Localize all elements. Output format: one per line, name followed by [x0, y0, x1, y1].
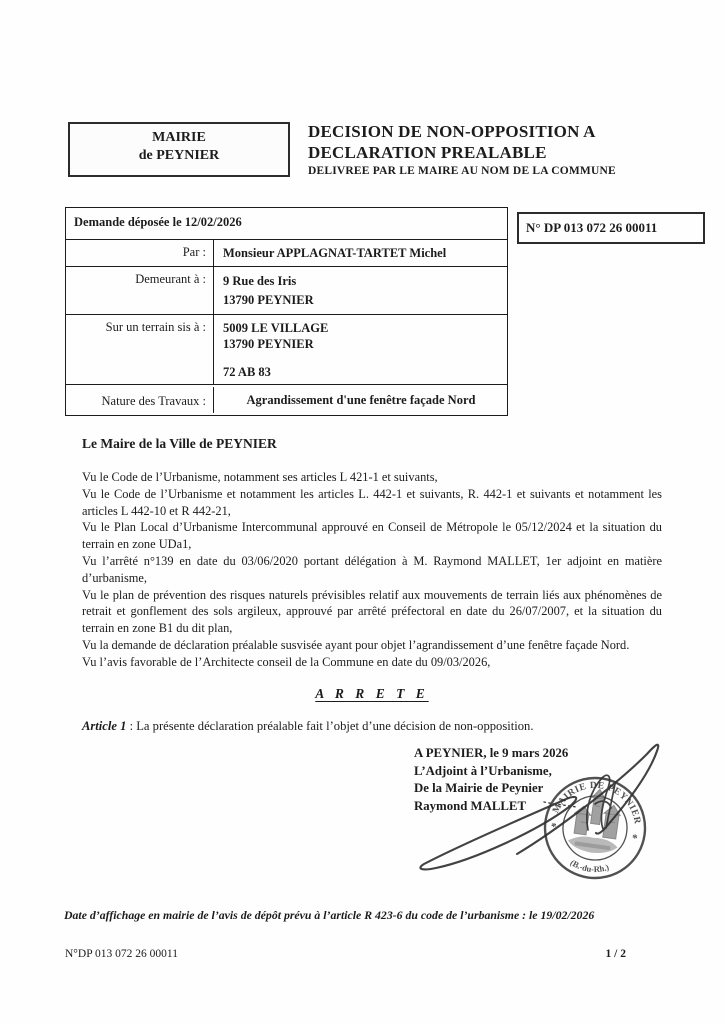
decision-body	[82, 436, 662, 746]
recital-4: Vu l’arrêté n°139 en date du 03/06/2020 portant délégation à M. Raymond MALLET, 1er adjoint en matière d’urbanisme,	[82, 553, 662, 585]
arrete-text: A R R E T E	[315, 685, 429, 701]
terrain-parcel: 72 AB 83	[223, 364, 271, 379]
document-title-line2: DECLARATION PREALABLE	[308, 143, 547, 162]
permit-number: N° DP 013 072 26 00011	[526, 220, 658, 235]
recital-7: Vu l’avis favorable de l’Architecte conseil de la Commune en date du 09/03/2026,	[82, 654, 491, 669]
maire-heading: Le Maire de la Ville de PEYNIER	[82, 436, 277, 451]
mairie-box-line2: de PEYNIER	[138, 148, 220, 163]
residence-value	[214, 267, 507, 314]
recital-6: Vu la demande de déclaration préalable susvisée ayant pour objet l’agrandissement d’une fenêtre façade Nord.	[82, 637, 630, 652]
footer-reference: N°DP 013 072 26 00011	[65, 948, 179, 960]
recital-3: Vu le Plan Local d’Urbanisme Intercommunal approuvé en Conseil de Métropole le 05/12/2024 et la situation du terrain en zone UDa1,	[82, 520, 662, 552]
stamp-top-text: MAIRIE DE PEYNIER	[551, 780, 642, 826]
recitals	[82, 469, 662, 671]
stamp-bottom-text: (B.-du-Rh.)	[568, 857, 611, 875]
signature-place-date: A PEYNIER, le 9 mars 2026	[414, 746, 569, 760]
residence-label: Demeurant à :	[66, 267, 214, 314]
stamp-left-star-icon: *	[549, 820, 558, 834]
handwritten-signature-icon	[420, 745, 658, 870]
recital-5: Vu le plan de prévention des risques naturels prévisibles relatif aux mouvements de terrain liés aux phénomènes de retrait et gonflement des sols argileux, approuvé par arrêté préfectoral en date du 26/07/2007, et la situation du terrain en zone B1 du dit plan,	[82, 587, 662, 636]
article-1-text: La présente déclaration préalable fait l’objet d’une décision de non-opposition.	[136, 718, 534, 733]
works-description: Agrandissement d'une fenêtre façade Nord	[246, 393, 476, 407]
table-row-works	[66, 384, 507, 415]
mairie-box-line1: MAIRIE	[152, 130, 206, 145]
recital-2: Vu le Code de l’Urbanisme et notamment les articles L. 442-1 et suivants, R. 442-1 et suivants et notamment les articles L 442-10 et R 442-21,	[82, 486, 662, 518]
table-row-applicant	[66, 239, 507, 266]
arrete-heading	[82, 686, 662, 702]
article-1-label: Article 1	[82, 718, 127, 733]
residence-city: 13790 PEYNIER	[223, 292, 314, 307]
table-row-deposit	[66, 208, 507, 239]
signature-title: L’Adjoint à l’Urbanisme,	[414, 763, 552, 778]
stamp-right-star-icon: *	[631, 832, 639, 845]
applicant-name: Monsieur APPLAGNAT-TARTET Michel	[223, 246, 447, 260]
application-table	[65, 207, 508, 416]
document-title-line1: DECISION DE NON-OPPOSITION A	[308, 122, 596, 141]
table-row-residence	[66, 266, 507, 314]
title-block	[308, 121, 720, 177]
document-subtitle: DELIVREE PAR LE MAIRE AU NOM DE LA COMMUNE	[308, 165, 616, 177]
works-label: Nature des Travaux :	[66, 387, 214, 413]
article-1-separator: :	[126, 718, 137, 733]
terrain-city: 13790 PEYNIER	[223, 337, 314, 351]
table-row-terrain	[66, 314, 507, 385]
signature-org: De la Mairie de Peynier	[414, 781, 544, 795]
residence-street: 9 Rue des Iris	[223, 273, 297, 288]
terrain-address: 5009 LE VILLAGE	[223, 320, 329, 335]
terrain-spacer	[223, 353, 499, 364]
recital-1: Vu le Code de l’Urbanisme, notamment ses articles L 421-1 et suivants,	[82, 470, 438, 484]
display-date-line: Date d’affichage en mairie de l’avis de dépôt prévu à l’article R 423-6 du code de l’urbanisme : le 19/02/2026	[64, 908, 595, 922]
terrain-label: Sur un terrain sis à :	[66, 315, 214, 385]
mairie-box	[68, 122, 290, 177]
permit-number-box	[517, 212, 705, 244]
terrain-value	[214, 315, 507, 385]
signature-name: Raymond MALLET	[414, 798, 526, 813]
official-stamp-and-signature	[412, 732, 704, 900]
page-number: 1 / 2	[605, 948, 626, 960]
deposit-date-text: Demande déposée le 12/02/2026	[74, 215, 242, 229]
works-value	[214, 385, 507, 415]
applicant-value	[214, 240, 507, 266]
applicant-label: Par :	[66, 240, 214, 266]
